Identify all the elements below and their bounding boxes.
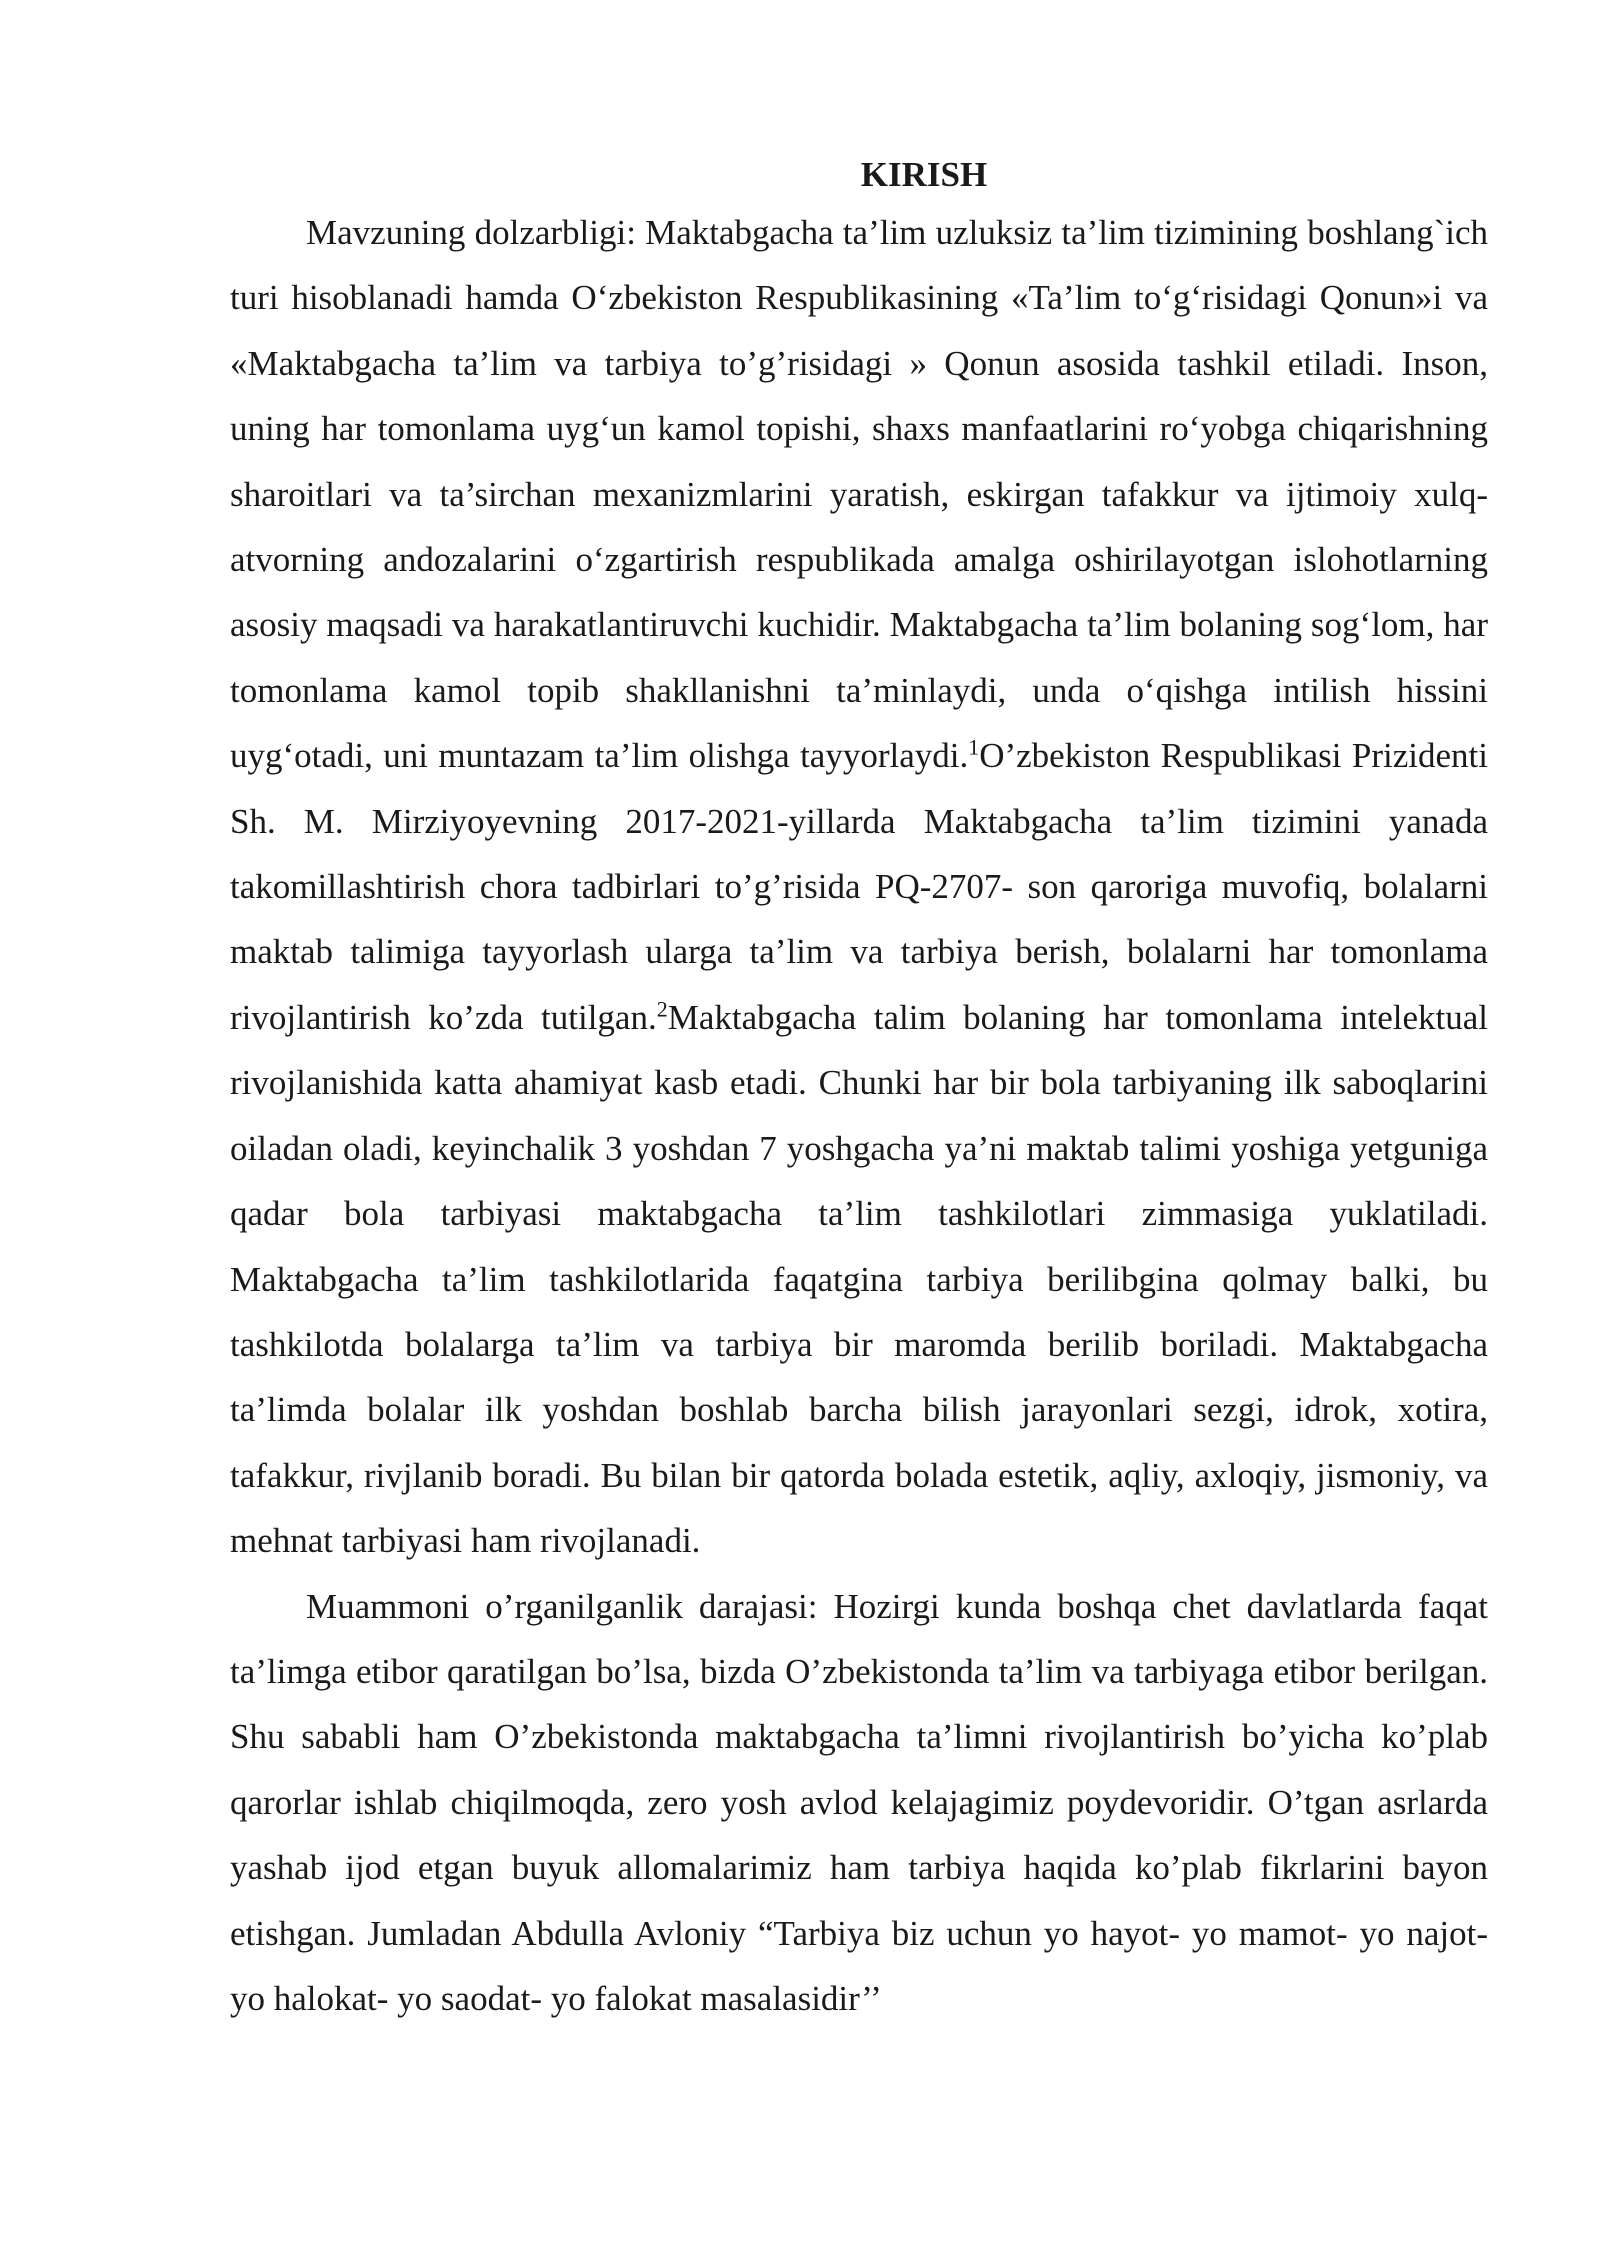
paragraph-relevance-part2: O’zbekiston Respublikasi Prizidenti Sh. M. Mirziyoyevning 2017-2021-yillarda Maktabgacha ta’lim tizimini yanada takomillashtirish chora tadbirlari to’g’risida PQ-2707- son qaroriga muvofiq, bolalarni maktab talimiga tayyorlash ularga ta’lim va tarbiya berish, bolalarni har tomonlama rivojlantirish ko’zda tutilgan.	[230, 736, 1488, 1037]
footnote-ref-1[interactable]: 1	[968, 734, 980, 760]
page-title: KIRISH	[860, 155, 988, 194]
paragraph-relevance	[230, 200, 1488, 1574]
footnote-ref-2[interactable]: 2	[656, 996, 668, 1022]
paragraph-research-level: Muammoni o’rganilganlik darajasi: Hozirgi kunda boshqa chet davlatlarda faqat ta’limga etibor qaratilgan bo’lsa, bizda O’zbekistonda ta’lim va tarbiyaga etibor berilgan. Shu sababli ham O’zbekistonda maktabgacha ta’limni rivojlantirish bo’yicha ko’plab qarorlar ishlab chiqilmoqda, zero yosh avlod kelajagimiz poydevoridir. O’tgan asrlarda yashab ijod etgan buyuk allomalarimiz ham tarbiya haqida ko’plab fikrlarini bayon etishgan. Jumladan Abdulla Avloniy “Tarbiya biz uchun yo hayot- yo mamot- yo najot- yo halokat- yo saodat- yo falokat masalasidir’’	[230, 1586, 1488, 2018]
document-body	[230, 150, 1488, 2031]
paragraph-relevance-part1: Mavzuning dolzarbligi: Maktabgacha ta’lim uzluksiz ta’lim tizimining boshlang`ich turi hisoblanadi hamda O‘zbekiston Respublikasining «Ta’lim to‘g‘risidagi Qonun»i va «Maktabgacha ta’lim va tarbiya to’g’risidagi » Qonun asosida tashkil etiladi. Inson, uning har tomonlama uyg‘un kamol topishi, shaxs manfaatlarini ro‘yobga chiqarishning sharoitlari va ta’sirchan mexanizmlarini yaratish, eskirgan tafakkur va ijtimoiy xulq-atvorning andozalarini o‘zgartirish respublikada amalga oshirilayotgan islohotlarning asosiy maqsadi va harakatlantiruvchi kuchidir. Maktabgacha ta’lim bolaning sog‘lom, har tomonlama kamol topib shakllanishni ta’minlaydi, unda o‘qishga intilish hissini uyg‘otadi, uni muntazam ta’lim olishga tayyorlaydi.	[230, 213, 1488, 776]
paragraph-relevance-part3: Maktabgacha talim bolaning har tomonlama intelektual rivojlanishida katta ahamiyat kasb etadi. Chunki har bir bola tarbiyaning ilk saboqlarini oiladan oladi, keyinchalik 3 yoshdan 7 yoshgacha ya’ni maktab talimi yoshiga yetguniga qadar bola tarbiyasi maktabgacha ta’lim tashkilotlari zimmasiga yuklatiladi. Maktabgacha ta’lim tashkilotlarida faqatgina tarbiya berilibgina qolmay balki, bu tashkilotda bolalarga ta’lim va tarbiya bir maromda berilib boriladi. Maktabgacha ta’limda bolalar ilk yoshdan boshlab barcha bilish jarayonlari sezgi, idrok, xotira, tafakkur, rivjlanib boradi. Bu bilan bir qatorda bolada estetik, aqliy, axloqiy, jismoniy, va mehnat tarbiyasi ham rivojlanadi.	[230, 997, 1489, 1561]
